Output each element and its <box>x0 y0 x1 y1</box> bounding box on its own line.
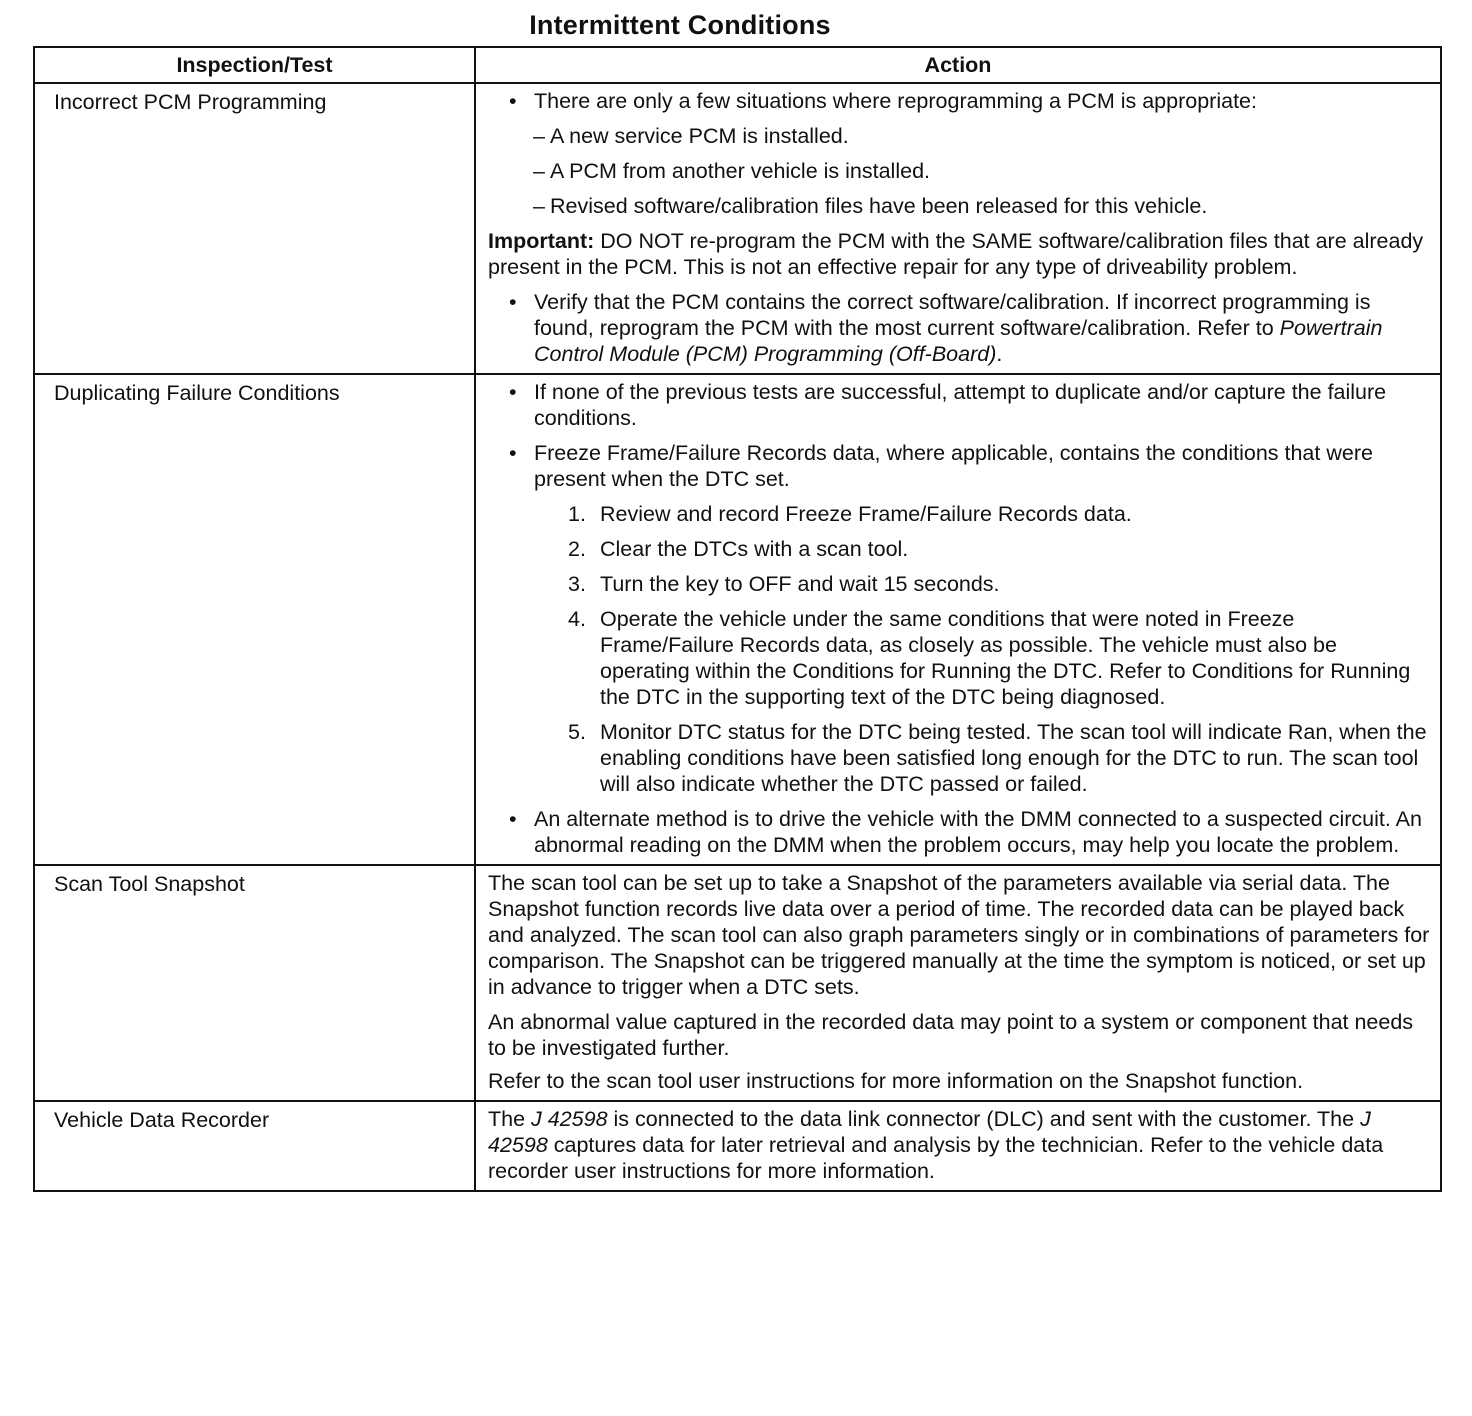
step-text: Monitor DTC status for the DTC being tested. The scan tool will indicate Ran, when the enabling conditions have been satisfied long enough for the DTC to run. The scan tool will also indicate whether the DTC passed or failed. <box>600 720 1427 796</box>
dash-item: – Revised software/calibration files have been released for this vehicle. <box>488 193 1430 219</box>
tool-reference: J 42598 <box>488 1107 1371 1157</box>
table-row <box>34 1101 1441 1191</box>
dash-item: – A PCM from another vehicle is installed. <box>488 158 1430 184</box>
inspection-label: Scan Tool Snapshot <box>54 872 245 896</box>
paragraph: The scan tool can be set up to take a Snapshot of the parameters available via serial data. The Snapshot function records live data over a period of time. The recorded data can be played back and analyzed. The scan tool can also graph parameters singly or in combinations of parameters for comparison. The Snapshot can be triggered manually at the time the symptom is noticed, or set up in advance to trigger when a DTC sets. <box>488 871 1430 999</box>
text-segment: is connected to the data link connector (DLC) and sent with the customer. The <box>607 1107 1361 1131</box>
dash-item: – A new service PCM is installed. <box>488 123 1430 149</box>
bullet-item: • If none of the previous tests are successful, attempt to duplicate and/or capture the failure conditions. <box>488 379 1430 431</box>
numbered-step <box>488 719 1430 797</box>
table-row <box>34 374 1441 865</box>
numbered-step <box>488 501 1430 527</box>
paragraph <box>488 1106 1430 1184</box>
table-row <box>34 83 1441 374</box>
text-segment: The <box>488 1107 532 1131</box>
step-text: Turn the key to OFF and wait 15 seconds. <box>600 572 1000 596</box>
text-segment: captures data for later retrieval and analysis by the technician. Refer to the vehicle data recorder user instructions for more information. <box>488 1133 1384 1183</box>
procedure-reference: Powertrain Control Module (PCM) Programming (Off-Board) <box>534 316 1383 366</box>
step-text: Review and record Freeze Frame/Failure Records data. <box>600 502 1132 526</box>
step-text: Clear the DTCs with a scan tool. <box>600 537 909 561</box>
inspection-cell <box>34 83 475 374</box>
table-row <box>34 865 1441 1101</box>
important-note <box>488 228 1430 280</box>
tool-reference: J 42598 <box>531 1107 608 1131</box>
inspection-cell <box>34 374 475 865</box>
paragraph: Refer to the scan tool user instructions for more information on the Snapshot function. <box>488 1069 1304 1093</box>
intermittent-conditions-table <box>33 46 1442 1192</box>
numbered-step <box>488 571 1430 597</box>
action-header: Action <box>475 47 1441 83</box>
inspection-cell <box>34 865 475 1101</box>
step-number: 3. <box>568 572 586 596</box>
step-number: 1. <box>568 502 586 526</box>
inspection-label: Vehicle Data Recorder <box>54 1108 270 1132</box>
inspection-label: Duplicating Failure Conditions <box>54 381 340 405</box>
step-number: 5. <box>568 720 586 744</box>
action-cell <box>475 865 1441 1101</box>
inspection-cell <box>34 1101 475 1191</box>
step-text: Operate the vehicle under the same conditions that were noted in Freeze Frame/Failure Records data, as closely as possible. The vehicle must also be operating within the Conditions for Running the DTC. Refer to Conditions for Running the DTC in the supporting text of the DTC being diagnosed. <box>600 607 1411 709</box>
step-number: 2. <box>568 537 586 561</box>
paragraph: An abnormal value captured in the recorded data may point to a system or component that needs to be investigated further. <box>488 1010 1414 1060</box>
action-cell <box>475 374 1441 865</box>
important-text: DO NOT re-program the PCM with the SAME software/calibration files that are already present in the PCM. This is not an effective repair for any type of driveability problem. <box>488 229 1424 279</box>
numbered-step <box>488 606 1430 710</box>
page-title: Intermittent Conditions <box>529 10 831 40</box>
step-number: 4. <box>568 607 586 631</box>
bullet-text: Verify that the PCM contains the correct software/calibration. If incorrect programming is found, reprogram the PCM with the most current software/calibration. Refer to <box>534 290 1371 340</box>
bullet-item: • There are only a few situations where reprogramming a PCM is appropriate: <box>488 88 1430 114</box>
header-row <box>34 47 1441 83</box>
numbered-step <box>488 536 1430 562</box>
bullet-item: • Freeze Frame/Failure Records data, where applicable, contains the conditions that were present when the DTC set. <box>488 440 1430 492</box>
action-cell <box>475 1101 1441 1191</box>
bullet-text-end: . <box>996 342 1003 366</box>
inspection-header: Inspection/Test <box>34 47 475 83</box>
bullet-item <box>488 289 1430 367</box>
bullet-item: • An alternate method is to drive the vehicle with the DMM connected to a suspected circuit. An abnormal reading on the DMM when the problem occurs, may help you locate the problem. <box>488 806 1430 858</box>
important-label: Important: <box>488 229 595 253</box>
action-cell <box>475 83 1441 374</box>
inspection-label: Incorrect PCM Programming <box>54 90 327 114</box>
